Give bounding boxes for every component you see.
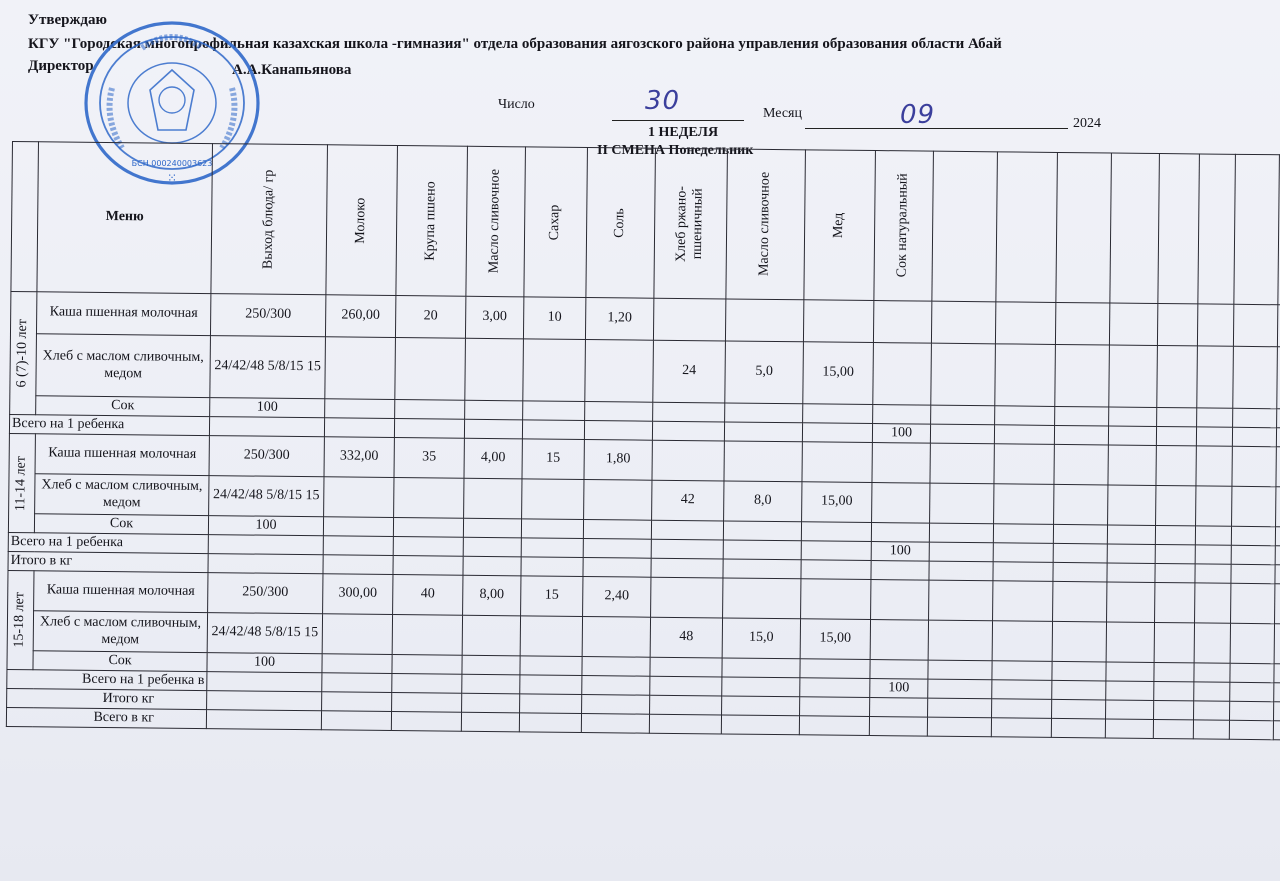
year-value: 2024 xyxy=(1073,116,1101,131)
cell-value xyxy=(585,340,654,403)
total-juice: 100 xyxy=(872,424,930,444)
col-header-butter: Масло сливочное xyxy=(487,169,504,274)
dish-name: Хлеб с маслом сливочным, медом xyxy=(35,474,209,516)
dish-name: Сок xyxy=(34,514,208,535)
cell-value: 42 xyxy=(652,480,724,521)
col-header-salt: Соль xyxy=(612,208,628,238)
cell-value: 35 xyxy=(394,438,464,479)
stamp-bin: БСН 000240003623 xyxy=(131,159,213,168)
day-label: Число xyxy=(498,97,535,112)
cell-value xyxy=(651,577,723,618)
footer-label: Итого кг xyxy=(7,688,207,709)
dish-yield: 100 xyxy=(210,398,325,418)
yield-header: Выход блюда/ гр xyxy=(260,169,277,269)
cell-value: 8,0 xyxy=(724,481,802,522)
total-label: Всего на 1 ребенка в xyxy=(7,669,207,690)
col-header-bread: Хлеб ржано-пшеничный xyxy=(674,185,707,262)
cell-value xyxy=(653,298,725,341)
cell-value xyxy=(394,478,464,519)
cell-value: 48 xyxy=(650,617,722,658)
menu-table xyxy=(6,141,1280,741)
dish-yield: 250/300 xyxy=(210,294,325,337)
cell-value: 15 xyxy=(521,576,583,617)
total-label: Всего на 1 ребенка xyxy=(8,532,208,553)
col-header-milk: Молоко xyxy=(353,197,369,244)
cell-value: 4,00 xyxy=(464,438,522,479)
school-name: КГУ "Городская многопрофильная казахская школа -гимназия" отдела образования аягозского района управления образования области Абай xyxy=(28,36,1002,52)
age-group-label: 11-14 лет xyxy=(13,455,30,511)
director-label: Директор xyxy=(28,58,94,74)
cell-value xyxy=(873,301,931,344)
cell-value: 332,00 xyxy=(324,437,394,478)
subtotal-label: Итого в кг xyxy=(8,551,208,572)
footer-label: Всего в кг xyxy=(6,707,206,728)
cell-value xyxy=(523,339,586,402)
cell-value: 5,0 xyxy=(725,341,804,404)
month-value: 09 xyxy=(900,100,936,130)
cell-value: 15,0 xyxy=(722,618,800,659)
col-header-juice: Сок натуральный xyxy=(895,173,912,278)
cell-value xyxy=(392,615,462,656)
dish-yield: 100 xyxy=(207,653,322,673)
cell-value xyxy=(725,299,803,342)
cell-value xyxy=(324,477,394,518)
cell-value xyxy=(802,442,872,483)
dish-name: Каша пшенная молочная xyxy=(35,434,209,476)
cell-value: 15,00 xyxy=(803,342,874,405)
cell-value xyxy=(522,479,584,520)
col-header-honey: Мед xyxy=(831,212,847,238)
age-group-label: 6 (7)-10 лет xyxy=(14,318,31,388)
dish-name: Хлеб с маслом сливочным, медом xyxy=(33,611,207,653)
cell-value xyxy=(582,617,650,658)
cell-value: 10 xyxy=(523,297,585,340)
corner-cell xyxy=(11,142,39,292)
dish-name: Каша пшенная молочная xyxy=(36,292,210,336)
header-row xyxy=(11,142,1280,306)
month-label: Месяц xyxy=(763,106,802,121)
cell-value: 260,00 xyxy=(325,295,395,338)
cell-value xyxy=(872,443,930,484)
cell-value: 24 xyxy=(653,340,726,403)
cell-value xyxy=(871,580,929,621)
cell-value xyxy=(462,615,520,656)
total-juice: 100 xyxy=(871,542,929,562)
col-header-sugar: Сахар xyxy=(547,204,563,241)
cell-value xyxy=(801,579,871,620)
cell-value: 15,00 xyxy=(802,482,872,523)
cell-value: 20 xyxy=(395,296,465,339)
dish-yield: 250/300 xyxy=(208,573,323,614)
cell-value xyxy=(870,620,928,661)
cell-value xyxy=(520,616,582,657)
cell-value xyxy=(325,337,396,400)
cell-value xyxy=(872,483,930,524)
svg-text:⁙: ⁙ xyxy=(166,171,178,185)
col-header-butter-2: Масло сливочное xyxy=(757,172,774,277)
week-title: 1 НЕДЕЛЯ xyxy=(648,125,719,140)
cell-value: 300,00 xyxy=(323,574,393,615)
cell-value xyxy=(873,343,932,406)
cell-value: 3,00 xyxy=(465,296,523,339)
cell-value: 40 xyxy=(393,575,463,616)
cell-value xyxy=(803,300,873,343)
cell-value xyxy=(395,338,466,401)
cell-value xyxy=(652,440,724,481)
director-name: А.А.Канапьянова xyxy=(232,62,352,78)
cell-value: 8,00 xyxy=(463,575,521,616)
approve-label: Утверждаю xyxy=(28,12,107,28)
cell-value xyxy=(322,614,392,655)
col-header-millet: Крупа пшено xyxy=(423,181,440,261)
cell-value: 1,80 xyxy=(584,440,652,481)
cell-value xyxy=(724,441,802,482)
cell-value: 2,40 xyxy=(583,577,651,618)
cell-value xyxy=(464,478,522,519)
cell-value xyxy=(584,480,652,521)
dish-name: Хлеб с маслом сливочным, медом xyxy=(36,334,211,398)
dish-name: Сок xyxy=(33,651,207,672)
total-juice: 100 xyxy=(870,679,928,699)
dish-yield: 100 xyxy=(208,516,323,536)
dish-name: Сок xyxy=(36,396,210,417)
total-label: Всего на 1 ребенка xyxy=(9,414,209,435)
dish-yield: 24/42/48 5/8/15 15 xyxy=(209,476,324,517)
menu-header: Меню xyxy=(37,142,213,294)
day-value: 30 xyxy=(645,86,681,116)
cell-value xyxy=(723,578,801,619)
cell-value: 15,00 xyxy=(800,619,870,660)
dish-yield: 24/42/48 5/8/15 15 xyxy=(210,336,326,399)
day-underline xyxy=(612,120,744,121)
age-group-label: 15-18 лет xyxy=(12,592,28,648)
cell-value xyxy=(465,338,524,401)
month-underline xyxy=(805,128,1068,129)
dish-name: Каша пшенная молочная xyxy=(34,571,208,613)
cell-value: 1,20 xyxy=(585,298,653,341)
dish-yield: 250/300 xyxy=(209,436,324,477)
cell-value: 15 xyxy=(522,439,584,480)
dish-yield: 24/42/48 5/8/15 15 xyxy=(207,613,322,654)
shift-title: II СМЕНА Понедельник xyxy=(597,143,754,158)
